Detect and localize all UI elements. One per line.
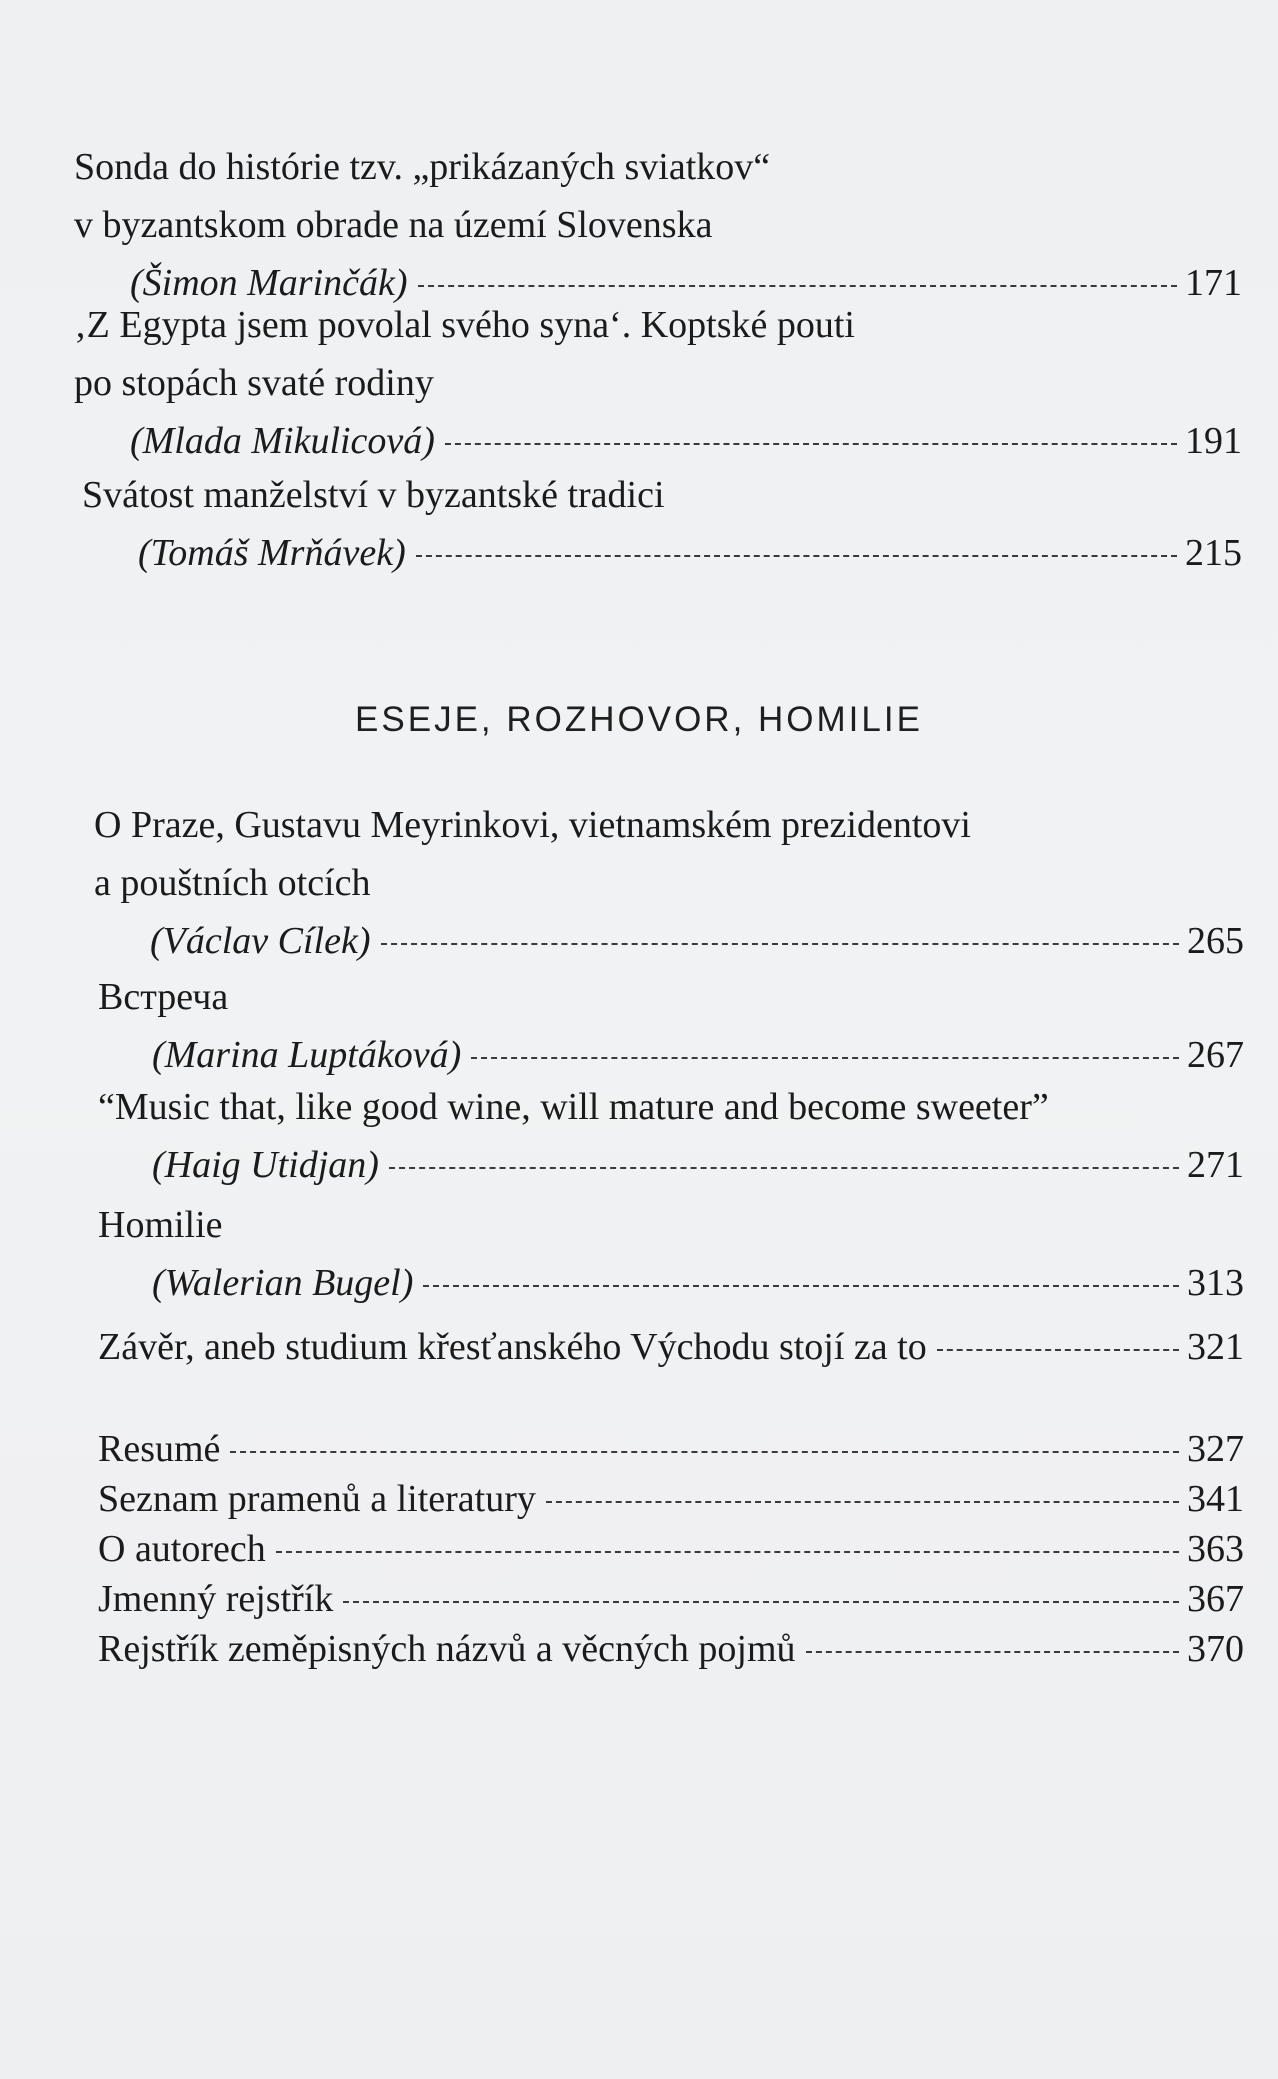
dot-leader — [418, 285, 1177, 287]
toc-entry — [82, 466, 1242, 582]
appendix-item — [98, 1574, 1244, 1624]
entry-title-line: v byzantskom obrade na území Slovenska — [74, 204, 713, 246]
entry-author: (Tomáš Mrňávek) — [138, 532, 406, 574]
appendix-title: Seznam pramenů a literatury — [98, 1478, 536, 1520]
entry-page-number: 271 — [1187, 1144, 1244, 1186]
dot-leader — [343, 1601, 1179, 1603]
entry-author: (Šimon Marinčák) — [130, 262, 408, 304]
entry-page-number: 265 — [1187, 920, 1244, 962]
entry-page-number: 171 — [1185, 262, 1242, 304]
entry-author: (Haig Utidjan) — [152, 1144, 379, 1186]
appendix-page-number: 370 — [1187, 1628, 1244, 1670]
entry-page-number: 313 — [1187, 1262, 1244, 1304]
entry-title-line: a pouštních otcích — [94, 862, 371, 904]
appendix-page-number: 363 — [1187, 1528, 1244, 1570]
appendix-item — [98, 1624, 1244, 1674]
entry-leader-row — [74, 412, 1242, 470]
dot-leader — [381, 943, 1179, 945]
entry-leader-row — [98, 1318, 1244, 1376]
entry-page-number: 215 — [1185, 532, 1242, 574]
entry-leader-row — [94, 912, 1244, 970]
appendix-item — [98, 1524, 1244, 1574]
entry-leader-row — [82, 524, 1242, 582]
entry-leader-row — [98, 1026, 1244, 1084]
appendix-page-number: 327 — [1187, 1428, 1244, 1470]
appendix-title: O autorech — [98, 1528, 266, 1570]
entry-title-line: O Praze, Gustavu Meyrinkovi, vietnamském prezidentovi — [94, 804, 971, 846]
toc-entry — [98, 968, 1244, 1084]
dot-leader — [471, 1057, 1179, 1059]
toc-entry — [74, 296, 1242, 470]
dot-leader — [423, 1285, 1179, 1287]
entry-leader-row — [98, 1136, 1244, 1194]
entry-author: (Marina Luptáková) — [152, 1034, 462, 1076]
entry-author: (Walerian Bugel) — [152, 1262, 414, 1304]
appendix-title: Rejstřík zeměpisných názvů a věcných pojmů — [98, 1628, 796, 1670]
dot-leader — [445, 443, 1177, 445]
entry-title-line: Встреча — [98, 976, 229, 1018]
entry-title-line: po stopách svaté rodiny — [74, 362, 434, 404]
toc-entry — [98, 1078, 1244, 1194]
entry-leader-row — [98, 1254, 1244, 1312]
entry-page-number: 191 — [1185, 420, 1242, 462]
dot-leader — [546, 1501, 1179, 1503]
appendix-title: Jmenný rejstřík — [98, 1578, 334, 1620]
toc-entry — [74, 138, 1242, 312]
entry-author: (Mlada Mikulicová) — [130, 420, 435, 462]
appendix-page-number: 367 — [1187, 1578, 1244, 1620]
entry-author: (Václav Cílek) — [150, 920, 371, 962]
entry-page-number: 267 — [1187, 1034, 1244, 1076]
appendix-item — [98, 1474, 1244, 1524]
dot-leader — [389, 1167, 1179, 1169]
entry-title-line: Sonda do histórie tzv. „prikázaných sviatkov“ — [74, 146, 771, 188]
appendix-page-number: 341 — [1187, 1478, 1244, 1520]
appendix-list — [98, 1424, 1244, 1674]
toc-entry — [98, 1196, 1244, 1312]
entry-title-line: ‚Z Egypta jsem povolal svého syna‘. Koptské pouti — [74, 304, 855, 346]
dot-leader — [230, 1451, 1179, 1453]
entry-title-line: “Music that, like good wine, will mature and become sweeter” — [98, 1086, 1049, 1128]
dot-leader — [276, 1551, 1179, 1553]
dot-leader — [416, 555, 1177, 557]
dot-leader — [937, 1349, 1179, 1351]
appendix-title: Resumé — [98, 1428, 221, 1470]
toc-entry — [98, 1318, 1244, 1376]
appendix-item — [98, 1424, 1244, 1474]
entry-title-line: Svátost manželství v byzantské tradici — [82, 474, 665, 516]
entry-title: Závěr, aneb studium křesťanského Východu stojí za to — [98, 1326, 927, 1368]
section-heading: ESEJE, ROZHOVOR, HOMILIE — [355, 700, 923, 739]
entry-title-line: Homilie — [98, 1204, 223, 1246]
toc-entry — [94, 796, 1244, 970]
entry-page-number: 321 — [1187, 1326, 1244, 1368]
dot-leader — [806, 1651, 1179, 1653]
